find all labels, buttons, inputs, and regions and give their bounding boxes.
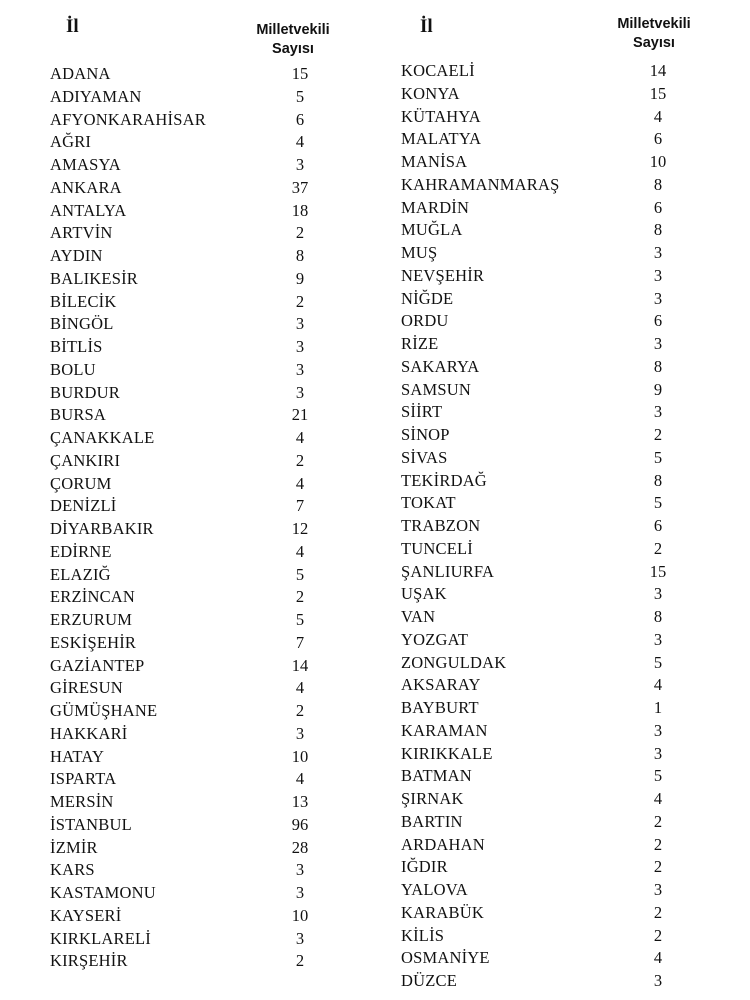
deputy-count: 3 [295,155,305,174]
deputy-count: 4 [653,789,663,808]
deputy-count: 3 [295,337,305,356]
table-row [50,882,350,905]
province-name: ERZİNCAN [50,587,136,607]
province-name: EDİRNE [50,541,112,561]
table-row [50,154,350,177]
table-row [50,677,350,700]
deputy-count: 8 [653,356,663,376]
table-row [401,674,731,697]
province-name: ARDAHAN [401,834,485,854]
table-row [50,336,350,359]
province-name: ŞANLIURFA [401,561,495,581]
table-row [401,174,731,197]
table-row [401,106,731,129]
table-row [50,859,350,882]
table-row [401,401,731,424]
province-name: MERSİN [50,792,114,811]
province-name: AFYONKARAHİSAR [50,109,206,129]
deputy-count: 4 [653,948,663,968]
deputy-count: 3 [295,723,305,743]
table-row [50,768,350,791]
deputy-count: 5 [653,493,663,513]
table-row [401,561,731,584]
deputy-count: 3 [295,359,305,379]
deputy-count: 13 [291,792,309,811]
deputy-count: 2 [653,425,663,444]
table-row [50,200,350,223]
deputy-count: 4 [295,428,305,447]
province-name: OSMANİYE [401,948,490,968]
province-name: ZONGULDAK [401,652,507,672]
deputy-count: 2 [653,902,663,922]
table-row [401,265,731,288]
table-row [50,359,350,382]
deputy-count: 4 [653,675,663,695]
deputy-count: 6 [653,311,663,331]
province-name: UŞAK [401,584,447,604]
table-row [401,925,731,948]
right-province-list [401,60,731,993]
table-row [50,700,350,723]
deputy-count: 2 [653,834,663,854]
deputy-count: 14 [291,655,309,675]
deputy-count: 3 [653,334,663,353]
deputy-count: 15 [649,83,667,103]
province-name: TOKAT [401,493,456,513]
province-name: GİRESUN [50,678,123,698]
province-name: ADIYAMAN [50,86,142,106]
table-row [401,356,731,379]
province-name: KİLİS [401,925,445,945]
table-row [50,791,350,814]
deputy-count: 2 [295,951,305,971]
province-name: AMASYA [50,155,121,174]
deputy-count: 9 [295,268,305,288]
table-row [401,310,731,333]
deputy-count: 5 [295,610,305,629]
deputy-count: 4 [295,678,305,698]
table-row [50,655,350,678]
table-row [401,879,731,902]
right-deputies-header [599,15,709,53]
deputy-count: 6 [653,129,663,149]
table-row [401,947,731,970]
table-row [401,151,731,174]
table-row [401,515,731,538]
province-name: VAN [401,607,436,626]
deputy-count: 5 [653,766,663,786]
province-name: IĞDIR [401,857,448,877]
table-row [50,541,350,564]
table-row [50,291,350,314]
table-row [50,586,350,609]
table-row [50,427,350,450]
province-name: ISPARTA [50,769,117,789]
province-name: KONYA [401,83,460,103]
deputy-count: 10 [649,152,667,171]
left-province-header: İl [66,16,79,37]
deputy-count: 37 [291,177,309,197]
province-name: SİİRT [401,402,443,422]
table-row [50,177,350,200]
province-name: MALATYA [401,129,482,149]
province-name: MUĞLA [401,220,463,240]
table-row [50,450,350,473]
province-name: KIRKLARELİ [50,928,151,948]
province-name: KASTAMONU [50,883,156,902]
province-name: BARTIN [401,811,463,831]
table-row [50,313,350,336]
deputy-count: 15 [291,64,309,83]
deputy-count: 3 [653,629,663,649]
province-name: MANİSA [401,152,468,171]
deputy-count: 1 [653,698,663,717]
province-name: SAMSUN [401,379,471,399]
province-name: HAKKARİ [50,723,128,743]
province-name: RİZE [401,334,439,353]
province-name: MARDİN [401,197,470,217]
deputy-count: 2 [295,223,305,243]
table-row [401,128,731,151]
province-name: ÇANKIRI [50,450,121,470]
left-deputies-header [238,21,348,59]
table-row [50,746,350,769]
table-row [401,583,731,606]
province-name: BALIKESİR [50,268,138,288]
province-name: ORDU [401,311,449,331]
deputy-count: 4 [295,473,305,493]
table-row [401,652,731,675]
deputy-count: 3 [653,971,663,990]
province-name: İSTANBUL [50,814,132,834]
left-province-list [50,63,350,973]
deputy-count: 3 [653,243,663,262]
province-name: BİTLİS [50,337,103,356]
table-row [401,697,731,720]
province-name: NİĞDE [401,288,454,308]
deputy-count: 4 [295,769,305,789]
table-row [50,222,350,245]
province-name: DENİZLİ [50,496,117,516]
province-name: KAYSERİ [50,905,122,925]
table-row [50,837,350,860]
province-name: ÇORUM [50,473,112,493]
province-name: KIRIKKALE [401,743,493,763]
province-name: KIRŞEHİR [50,951,128,971]
province-name: İZMİR [50,837,98,857]
deputy-count: 3 [295,314,305,334]
right-province-header: İl [420,16,433,37]
province-name: ARTVİN [50,223,113,243]
deputy-count: 3 [653,584,663,604]
deputy-count: 8 [295,246,305,265]
province-name: DİYARBAKIR [50,519,154,538]
table-row [401,333,731,356]
province-name: KOCAELİ [401,61,475,80]
table-row [50,928,350,951]
table-row [401,242,731,265]
table-row [401,743,731,766]
left-deputies-header-line2: Sayısı [272,41,314,57]
deputy-count: 3 [295,883,305,902]
deputy-count: 2 [295,291,305,311]
province-name: YOZGAT [401,629,469,649]
deputy-count: 14 [649,61,667,80]
province-name: KARAMAN [401,720,488,740]
table-row [50,473,350,496]
table-row [401,970,731,993]
deputy-count: 2 [653,538,663,558]
deputy-count: 7 [295,496,305,516]
province-name: ŞIRNAK [401,789,464,808]
table-row [401,720,731,743]
province-name: ERZURUM [50,610,133,629]
province-name: GAZİANTEP [50,655,145,675]
deputy-count: 12 [291,519,309,538]
deputy-count: 2 [653,857,663,877]
deputy-count: 15 [649,561,667,581]
table-row [50,382,350,405]
province-name: YALOVA [401,880,468,899]
deputy-count: 2 [295,701,305,720]
deputy-count: 3 [295,928,305,948]
deputy-count: 3 [653,402,663,422]
deputy-count: 5 [653,447,663,467]
deputy-count: 2 [295,450,305,470]
table-row [401,379,731,402]
table-row [50,632,350,655]
deputy-count: 10 [291,905,309,925]
deputy-count: 10 [291,746,309,766]
table-row [50,404,350,427]
province-name: BURSA [50,405,107,425]
table-row [50,86,350,109]
table-row [50,518,350,541]
province-name: KÜTAHYA [401,106,481,126]
province-name: BAYBURT [401,698,479,717]
deputy-count: 8 [653,174,663,194]
deputy-count: 96 [291,814,309,834]
deputy-count: 21 [291,405,309,425]
deputy-count: 6 [295,109,305,129]
province-name: ADANA [50,64,111,83]
province-name: BİNGÖL [50,314,114,334]
table-row [401,811,731,834]
table-row [401,606,731,629]
deputy-count: 8 [653,220,663,240]
deputy-count: 8 [653,607,663,626]
deputy-count: 2 [653,811,663,831]
table-row [401,902,731,925]
table-row [50,723,350,746]
province-name: HATAY [50,746,105,766]
province-name: BATMAN [401,766,472,786]
deputy-count: 3 [653,880,663,899]
table-row [401,447,731,470]
table-row [401,288,731,311]
province-name: AĞRI [50,132,92,152]
deputy-count: 4 [295,132,305,152]
province-name: GÜMÜŞHANE [50,701,158,720]
deputy-count: 3 [653,288,663,308]
province-name: TEKİRDAĞ [401,470,487,490]
province-name: TRABZON [401,516,481,535]
table-row [401,856,731,879]
table-row [401,83,731,106]
province-name: ANKARA [50,177,122,197]
province-name: KARABÜK [401,902,484,922]
deputy-count: 2 [295,587,305,607]
table-row [401,424,731,447]
table-row [401,219,731,242]
province-name: ANTALYA [50,200,127,220]
deputy-count: 5 [653,652,663,672]
table-row [401,834,731,857]
province-name: NEVŞEHİR [401,265,485,285]
province-name: KARS [50,860,95,880]
deputy-count: 3 [653,720,663,740]
right-deputies-header-line1: Milletvekili [617,16,691,32]
deputy-count: 4 [653,106,663,126]
deputy-count: 3 [653,743,663,763]
table-row [50,905,350,928]
province-name: MUŞ [401,243,438,262]
table-row [401,60,731,83]
deputy-count: 2 [653,925,663,945]
province-name: BİLECİK [50,291,117,311]
table-row [401,765,731,788]
deputy-count: 6 [653,516,663,535]
province-name: ESKİŞEHİR [50,632,137,652]
deputy-count: 3 [653,265,663,285]
province-name: TUNCELİ [401,538,473,558]
table-row [50,609,350,632]
right-deputies-header-line2: Sayısı [633,35,675,51]
deputy-count: 9 [653,379,663,399]
table-row [50,268,350,291]
table-row [50,495,350,518]
table-row [50,564,350,587]
province-name: SAKARYA [401,356,480,376]
deputy-count: 3 [295,382,305,402]
province-name: BURDUR [50,382,120,402]
province-name: DÜZCE [401,971,457,990]
table-row [401,788,731,811]
table-row [401,492,731,515]
deputy-count: 8 [653,470,663,490]
province-name: AYDIN [50,246,103,265]
table-row [50,814,350,837]
deputy-count: 5 [295,564,305,584]
table-row [50,131,350,154]
province-name: AKSARAY [401,675,481,695]
deputy-count: 18 [291,200,309,220]
table-row [50,950,350,973]
deputy-count: 6 [653,197,663,217]
province-name: SİVAS [401,447,448,467]
province-name: KAHRAMANMARAŞ [401,174,560,194]
table-row [401,470,731,493]
province-name: SİNOP [401,425,450,444]
table-row [50,63,350,86]
table-row [50,109,350,132]
table-row [401,538,731,561]
province-name: BOLU [50,359,96,379]
province-name: ÇANAKKALE [50,428,155,447]
deputy-count: 4 [295,541,305,561]
deputy-count: 28 [291,837,309,857]
table-row [401,197,731,220]
province-name: ELAZIĞ [50,564,111,584]
table-row [401,629,731,652]
deputy-count: 7 [295,632,305,652]
left-deputies-header-line1: Milletvekili [256,22,330,38]
deputy-count: 3 [295,860,305,880]
table-row [50,245,350,268]
deputy-count: 5 [295,86,305,106]
